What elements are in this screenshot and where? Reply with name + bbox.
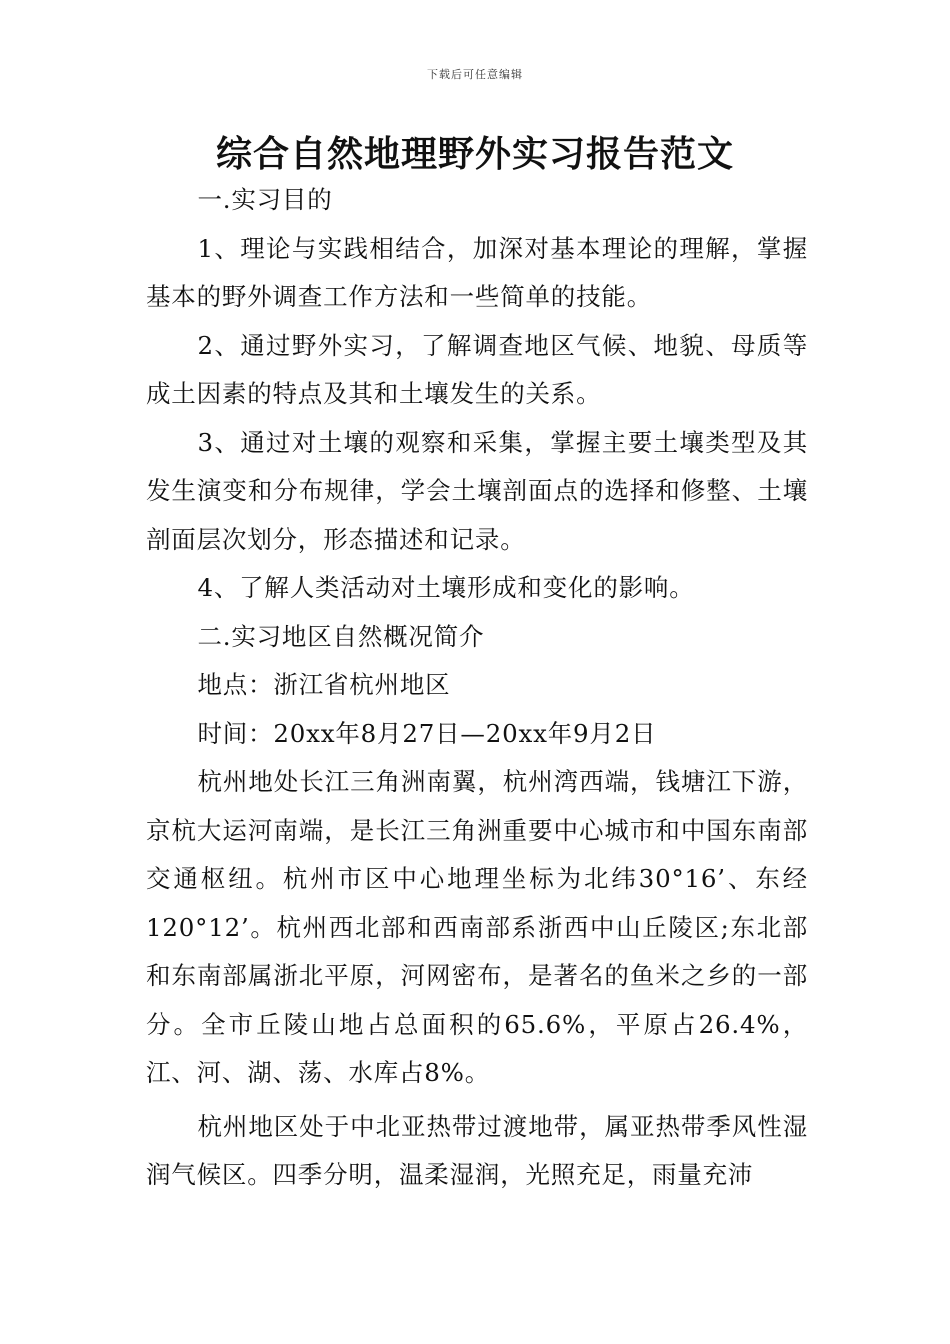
section-heading-purpose: 一.实习目的 — [197, 185, 333, 214]
document-title: 综合自然地理野外实习报告范文 — [215, 134, 734, 175]
section-heading-overview: 二.实习地区自然概况简介 — [197, 621, 485, 651]
paragraph-hangzhou-geography: 杭州地处长江三角洲南翼，杭州湾西端，钱塘江下游，京杭大运河南端，是长江三角洲重要中心城市和中国东南部交通枢纽。杭州市区中心地理坐标为北纬30°16’、东经120°12’。杭州西北部和西南部系浙西中山丘陵区;东北部和东南部属浙北平原，河网密布，是著名的鱼米之乡的一部分。全市丘陵山地占总面积的65.6%，平原占26.4%，江、河、湖、荡、水库占8%。 — [146, 767, 808, 1087]
header-note: 下载后可任意编辑 — [427, 68, 523, 81]
paragraph-purpose-3: 3、通过对土壤的观察和采集，掌握主要土壤类型及其发生演变和分布规律，学会土壤剖面点的选择和修整、土壤剖面层次划分，形态描述和记录。 — [146, 427, 808, 554]
paragraph-hangzhou-climate: 杭州地区处于中北亚热带过渡地带，属亚热带季风性湿润气候区。四季分明，温柔湿润，光照充足，雨量充沛 — [146, 1111, 808, 1189]
paragraph-purpose-2: 2、通过野外实习，了解调查地区气候、地貌、母质等成土因素的特点及其和土壤发生的关系。 — [146, 330, 808, 408]
paragraph-time: 时间：20xx年8月27日—20xx年9月2日 — [197, 718, 657, 748]
paragraph-location: 地点：浙江省杭州地区 — [197, 670, 451, 699]
document-body — [146, 176, 808, 1200]
paragraph-purpose-4: 4、了解人类活动对土壤形成和变化的影响。 — [197, 573, 695, 602]
paragraph-purpose-1: 1、理论与实践相结合，加深对基本理论的理解，掌握基本的野外调查工作方法和一些简单的技能。 — [146, 233, 808, 311]
